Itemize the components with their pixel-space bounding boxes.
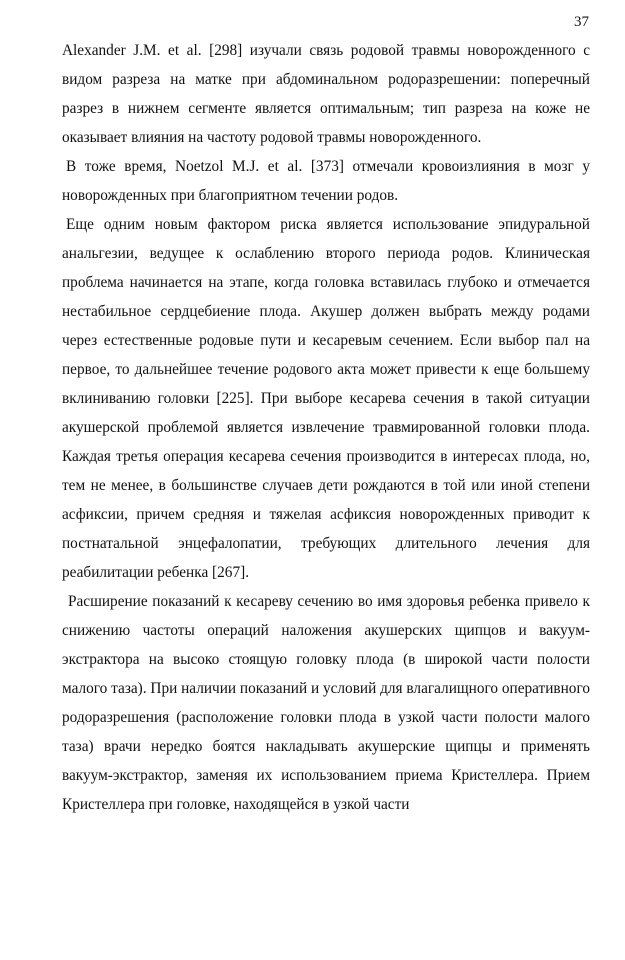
paragraph-3: Еще одним новым фактором риска является использование эпидуральной анальгезии, ведущее к ослаблению второго периода родов. Клиническая проблема начинается на этапе, когда головка вставилась глубоко и отмечается нестабильное сердцебиение плода. Акушер должен выбрать между родами через естественные родовые пути и кесаревым сечением. Если выбор пал на первое, то дальнейшее течение родового акта может привести к еще большему вклиниванию головки [225]. При выборе кесарева сечения в такой ситуации акушерской проблемой является извлечение травмированной головки плода. Каждая третья операция кесарева сечения производится в интересах плода, но, тем не менее, в большинстве случаев дети рождаются в той или иной степени асфиксии, причем средняя и тяжелая асфиксия новорожденных приводит к постнатальной энцефалопатии, требующих длительного лечения для реабилитации ребенка [267]. [62,216,590,581]
page-number: 37 [574,14,589,30]
paragraph-2: В тоже время, Noetzol M.J. et al. [373] отмечали кровоизлияния в мозг у новорожденных при благоприятном течении родов. [62,158,590,204]
document-body [62,36,590,819]
paragraph-1: Alexander J.M. et al. [298] изучали связь родовой травмы новорожденного с видом разреза на матке при абдоминальном родоразрешении: поперечный разрез в нижнем сегменте является оптимальным; тип разреза на коже не оказывает влияния на частоту родовой травмы новорожденного. [62,42,590,146]
paragraph-4: Расширение показаний к кесареву сечению во имя здоровья ребенка привело к снижению частоты операций наложения акушерских щипцов и вакуум-экстрактора на высоко стоящую головку плода (в широкой части полости малого таза). При наличии показаний и условий для влагалищного оперативного родоразрешения (расположение головки плода в узкой части полости малого таза) врачи нередко боятся накладывать акушерские щипцы и применять вакуум-экстрактор, заменяя их использованием приема Кристеллера. Прием Кристеллера при головке, находящейся в узкой части [62,593,590,813]
